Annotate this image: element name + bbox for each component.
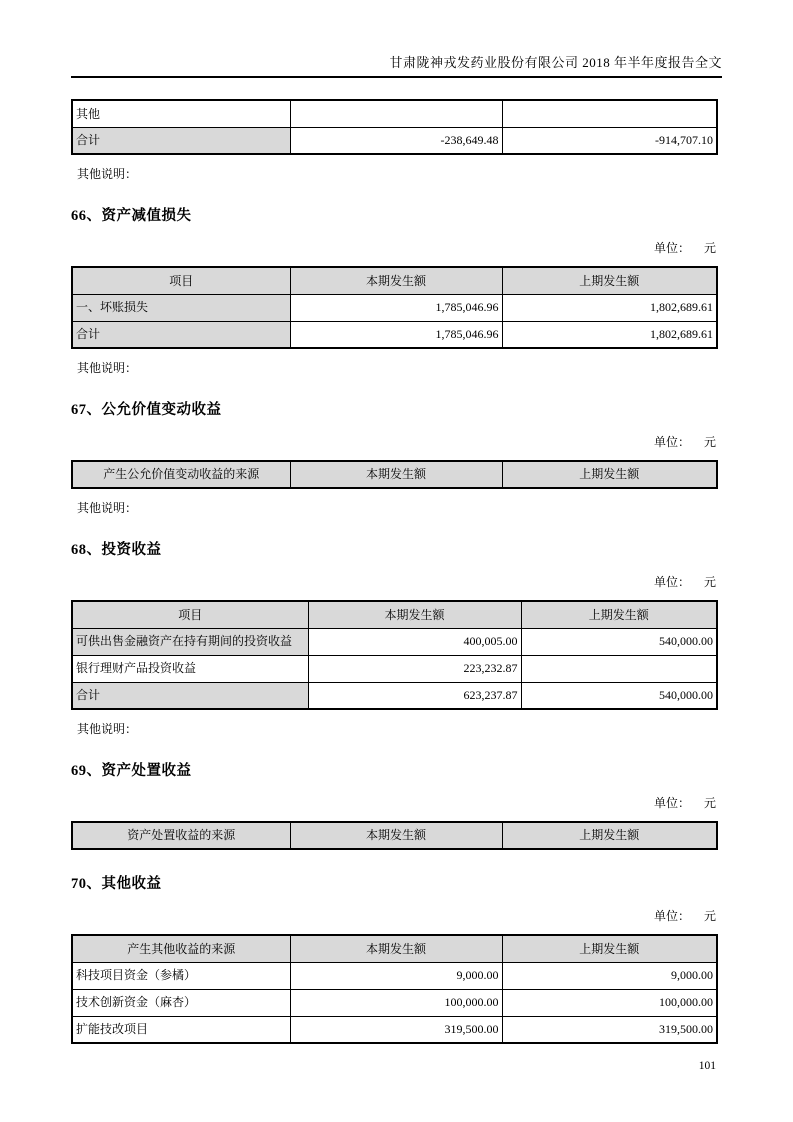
item-label-cell: 科技项目资金（参橘） [72, 962, 290, 989]
item-label-cell: 一、坏账损失 [72, 294, 290, 321]
prior-amount-cell: 319,500.00 [502, 1016, 717, 1043]
prior-amount-cell: 540,000.00 [521, 628, 717, 655]
unit-value: 元 [703, 435, 716, 449]
col-header-source: 资产处置收益的来源 [72, 822, 290, 849]
table-header-row [72, 935, 717, 962]
impairment-loss-table [71, 266, 718, 349]
col-header-source: 产生其他收益的来源 [72, 935, 290, 962]
other-income-table [71, 934, 718, 1044]
item-label-cell: 技术创新资金（麻杏） [72, 989, 290, 1016]
table-row [72, 989, 717, 1016]
item-label-cell: 可供出售金融资产在持有期间的投资收益 [72, 628, 308, 655]
unit-line [71, 433, 716, 450]
page-header [71, 0, 722, 78]
item-label-cell: 扩能技改项目 [72, 1016, 290, 1043]
unit-line [71, 239, 716, 256]
unit-line [71, 794, 716, 811]
other-note-label: 其他说明： [77, 361, 138, 375]
current-amount-cell: 319,500.00 [290, 1016, 502, 1043]
unit-line [71, 907, 716, 924]
section-title-67: 67、公允价值变动收益 [71, 402, 222, 418]
section-title-68: 68、投资收益 [71, 542, 162, 558]
table-row [72, 628, 717, 655]
col-header-current: 本期发生额 [290, 461, 502, 488]
table-row [72, 1016, 717, 1043]
prior-amount-cell: 1,802,689.61 [502, 321, 717, 348]
investment-income-table [71, 600, 718, 710]
item-label-cell: 合计 [72, 682, 308, 709]
col-header-item: 项目 [72, 267, 290, 294]
col-header-prior: 上期发生额 [502, 935, 717, 962]
unit-value: 元 [703, 241, 716, 255]
col-header-prior: 上期发生额 [502, 822, 717, 849]
current-amount-cell: 223,232.87 [308, 655, 521, 682]
item-label-cell: 合计 [72, 321, 290, 348]
table-header-row [72, 601, 717, 628]
prior-amount-cell: -914,707.10 [502, 127, 717, 154]
prior-amount-cell: 9,000.00 [502, 962, 717, 989]
col-header-current: 本期发生额 [290, 822, 502, 849]
table-row-total [72, 127, 717, 154]
prior-amount-cell: 100,000.00 [502, 989, 717, 1016]
section-title-66: 66、资产减值损失 [71, 208, 192, 224]
current-amount-cell: 100,000.00 [290, 989, 502, 1016]
unit-value: 元 [703, 796, 716, 810]
unit-label: 单位： [653, 909, 690, 923]
continuation-table [71, 99, 718, 155]
unit-label: 单位： [653, 796, 690, 810]
prior-amount-cell [521, 655, 717, 682]
col-header-current: 本期发生额 [290, 267, 502, 294]
col-header-prior: 上期发生额 [502, 461, 717, 488]
table-header-row [72, 461, 717, 488]
prior-amount-cell: 540,000.00 [521, 682, 717, 709]
col-header-prior: 上期发生额 [502, 267, 717, 294]
current-amount-cell: 1,785,046.96 [290, 321, 502, 348]
unit-value: 元 [703, 575, 716, 589]
unit-label: 单位： [653, 435, 690, 449]
item-label-cell: 其他 [72, 100, 290, 127]
col-header-current: 本期发生额 [290, 935, 502, 962]
current-amount-cell [290, 100, 502, 127]
section-title-70: 70、其他收益 [71, 876, 162, 892]
table-row [72, 655, 717, 682]
unit-line [71, 573, 716, 590]
other-note-label: 其他说明： [77, 501, 138, 515]
table-row-total [72, 682, 717, 709]
table-header-row [72, 267, 717, 294]
current-amount-cell: 400,005.00 [308, 628, 521, 655]
table-header-row [72, 822, 717, 849]
report-title: 甘肃陇神戎发药业股份有限公司 2018 年半年度报告全文 [389, 55, 722, 70]
current-amount-cell: 9,000.00 [290, 962, 502, 989]
prior-amount-cell: 1,802,689.61 [502, 294, 717, 321]
section-title-69: 69、资产处置收益 [71, 763, 192, 779]
table-row-total [72, 321, 717, 348]
other-note-label: 其他说明： [77, 722, 138, 736]
col-header-current: 本期发生额 [308, 601, 521, 628]
item-label-cell: 银行理财产品投资收益 [72, 655, 308, 682]
unit-value: 元 [703, 909, 716, 923]
fair-value-change-table [71, 460, 718, 489]
unit-label: 单位： [653, 575, 690, 589]
item-label-cell: 合计 [72, 127, 290, 154]
table-row [72, 100, 717, 127]
prior-amount-cell [502, 100, 717, 127]
other-note-label: 其他说明： [77, 167, 138, 181]
col-header-prior: 上期发生额 [521, 601, 717, 628]
col-header-item: 项目 [72, 601, 308, 628]
current-amount-cell: -238,649.48 [290, 127, 502, 154]
asset-disposal-income-table [71, 821, 718, 850]
col-header-source: 产生公允价值变动收益的来源 [72, 461, 290, 488]
table-row [72, 294, 717, 321]
current-amount-cell: 623,237.87 [308, 682, 521, 709]
table-row [72, 962, 717, 989]
current-amount-cell: 1,785,046.96 [290, 294, 502, 321]
page-number: 101 [698, 1060, 716, 1072]
unit-label: 单位： [653, 241, 690, 255]
